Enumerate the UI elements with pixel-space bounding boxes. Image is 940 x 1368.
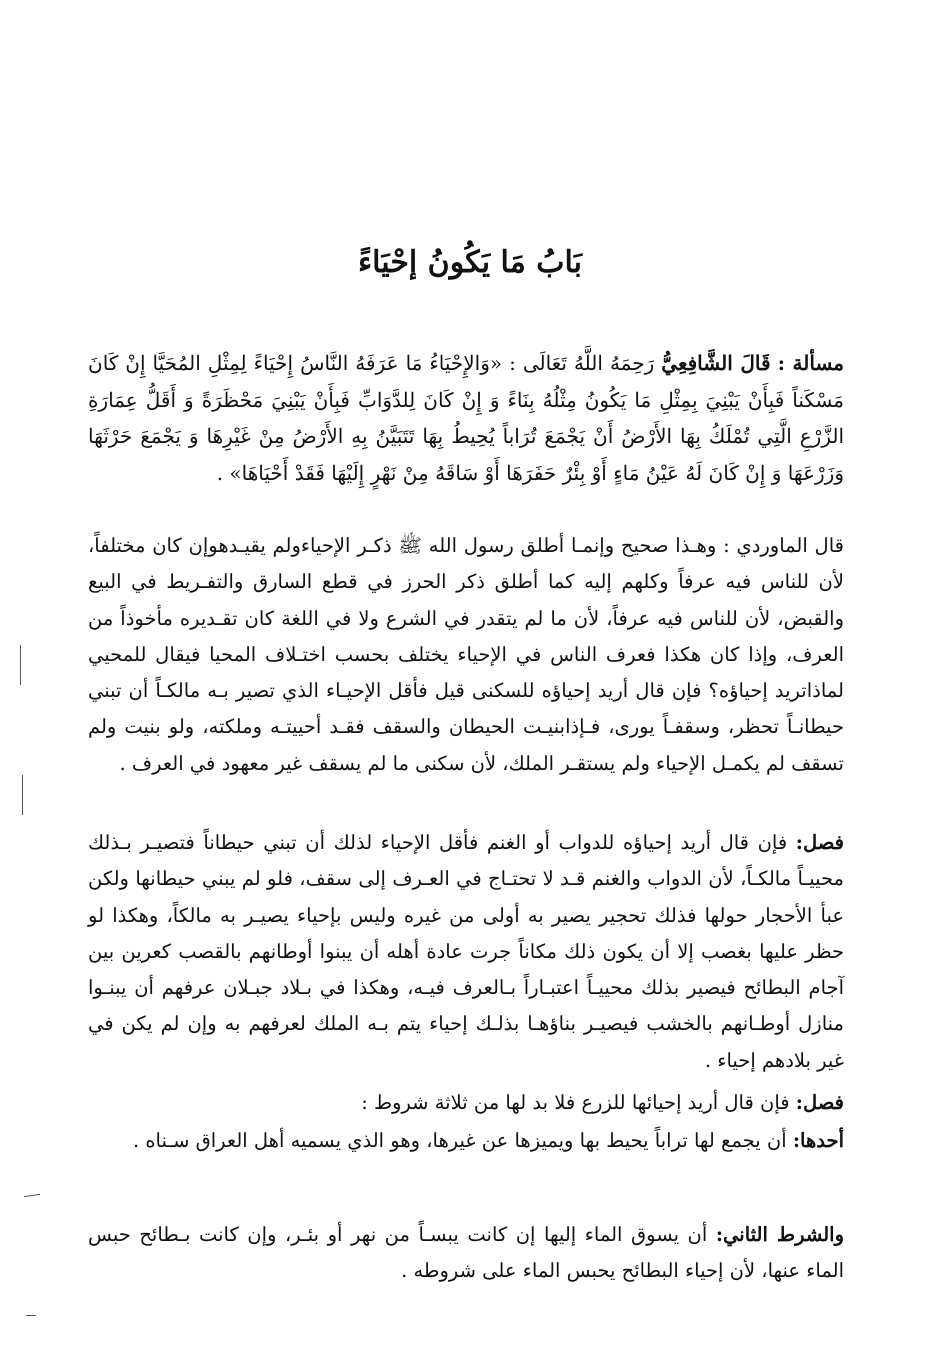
masala-lead: مسألة : <box>777 351 845 375</box>
paragraph-text: قال الماوردي : وهـذا صحيح وإنمـا أطلق رسول الله ﷺ ذكـر الإحياءولم يقيـدهوإن كان مختلفاً، لأن للناس فيه عرفاً وكلهم إليه كما أطلق ذكر الحرز في قطع السارق والتفـريط في البيع والقبض، لأن للناس فيه عرفاً، لأن ما لم يتقدر في الشرع ولا في اللغة كان تقـديره مأخوذاً من العرف، وإذا كان هكذا فعرف الناس في الإحياء يختلف بحسب اختـلاف المحيا فيقال للمحيي لماذاتريد إحياؤه؟ فإن قال أريد إحياؤه للسكنى قيل فأقل الإحيـاء الذي تصير بـه مالكـاً أن تبني حيطانـاً تحظر، وسقفـاً يورى، فـإذابنيـت الحيطان والسقف فقـد أحييتـه وملكته، ولو بنيت ولم تسقف لم يكمـل الإحياء ولم يستقـر الملك، لأن سكنى ما لم يسقف غير معهود في العرف . <box>88 534 844 775</box>
scan-margin-mark <box>22 775 23 815</box>
paragraph-lead: أحدها: <box>792 1129 844 1152</box>
paragraph-second-condition <box>88 1217 844 1290</box>
paragraph-lead: فصل: <box>795 831 844 854</box>
paragraph-first-condition <box>88 1123 844 1159</box>
paragraph-fasl-zar <box>88 1085 844 1121</box>
scan-margin-mark <box>20 645 21 685</box>
paragraph-text: أن يجمع لها تراباً يحيط بها ويميزها عن غيرها، وهو الذي يسميه أهل العراق سـناه . <box>132 1129 787 1152</box>
masala-paragraph <box>88 345 844 491</box>
chapter-title: بَابُ مَا يَكُونُ إحْيَاءً <box>358 245 582 280</box>
paragraph-fasl-dawab <box>88 825 844 1079</box>
scan-margin-mark <box>26 1315 36 1316</box>
paragraph-lead: والشرط الثاني: <box>715 1223 844 1246</box>
paragraph-lead: فصل: <box>795 1091 844 1114</box>
masala-text: رَحِمَهُ اللَّهُ تَعَالَى : «وَالإِحْيَاءُ مَا عَرَفَهُ النَّاسُ إِحْيَاءً لِمِثْلِ المُحَيَّا إِنْ كَانَ مَسْكَناً فَبِأَنْ يَبْنِيَ بِمِثْلِ مَا يَكُونُ مِثْلُهُ بِنَاءً وَ إِنْ كَانَ لِلدَّوَابِّ فَبِأَنْ يَبْنِيَ مَحْظَرَةً وَ أَقَلُّ عِمَارَةِ الزَّرْعِ الَّتِي تُمْلَكُ بِهَا الأَرْضُ أَنْ يَجْمَعَ تُرَاباً يُحِيطُ بِهَا تَتَبَيَّنُ بِهِ الأَرْضُ مِنْ غَيْرِهَا وَ يَجْمَعَ حَرْثَهَا وَزَرْعَهَا وَ إِنْ كَانَ لَهُ عَيْنُ مَاءٍ أَوْ بِئْرٌ حَفَرَهَا أَوْ سَاقَهُ مِنْ نَهْرٍ إِلَيْهَا فَقَدْ أَحْيَاهَا» . <box>88 351 844 485</box>
masala-speaker: قَالَ الشَّافِعِيُّ <box>661 351 771 375</box>
paragraph-text: أن يسوق الماء إليها إن كانت يبسـاً من نهر أو بئـر، وإن كانت بـطائح حبس الماء عنها، لأن إحياء البطائح يحبس الماء على شروطه . <box>88 1223 844 1283</box>
paragraph-text: فإن قال أريد إحياؤه للدواب أو الغنم فأقل الإحياء لذلك أن تبني حيطاناً فتصيـر بـذلك محييـاً مالكـاً، لأن الدواب والغنم قـد لا تحتـاج في العـرف إلى سقف، فلو لم يبني حيطانها ولكن عبأ الأحجار حولها فذلك تحجير يصير به أولى من غيره وليس بإحياء يصيـر به مالكاً، وهكذا لو حظر عليها بغصب إلا أن يكون ذلك مكاناً جرت عادة أهله أن يبنوا أوطانهم بالقصب كعرين بين آجام البطائح فيصير بذلك محييـاً اعتبـاراً بـالعرف فيـه، وهكذا في بـلاد جبـلان عرفهم أن يبنـوا منازل أوطـانهم بالخشب فيصيـر بناؤهـا بذلـك إحياء يتم بـه الملك لعرفهم به وإن لم يكن في غير بلادهم إحياء . <box>88 831 844 1072</box>
paragraph-text: فإن قال أريد إحيائها للزرع فلا بد لها من ثلاثة شروط : <box>361 1091 790 1114</box>
scan-margin-mark <box>24 1194 40 1197</box>
paragraph-mawardi <box>88 528 844 782</box>
